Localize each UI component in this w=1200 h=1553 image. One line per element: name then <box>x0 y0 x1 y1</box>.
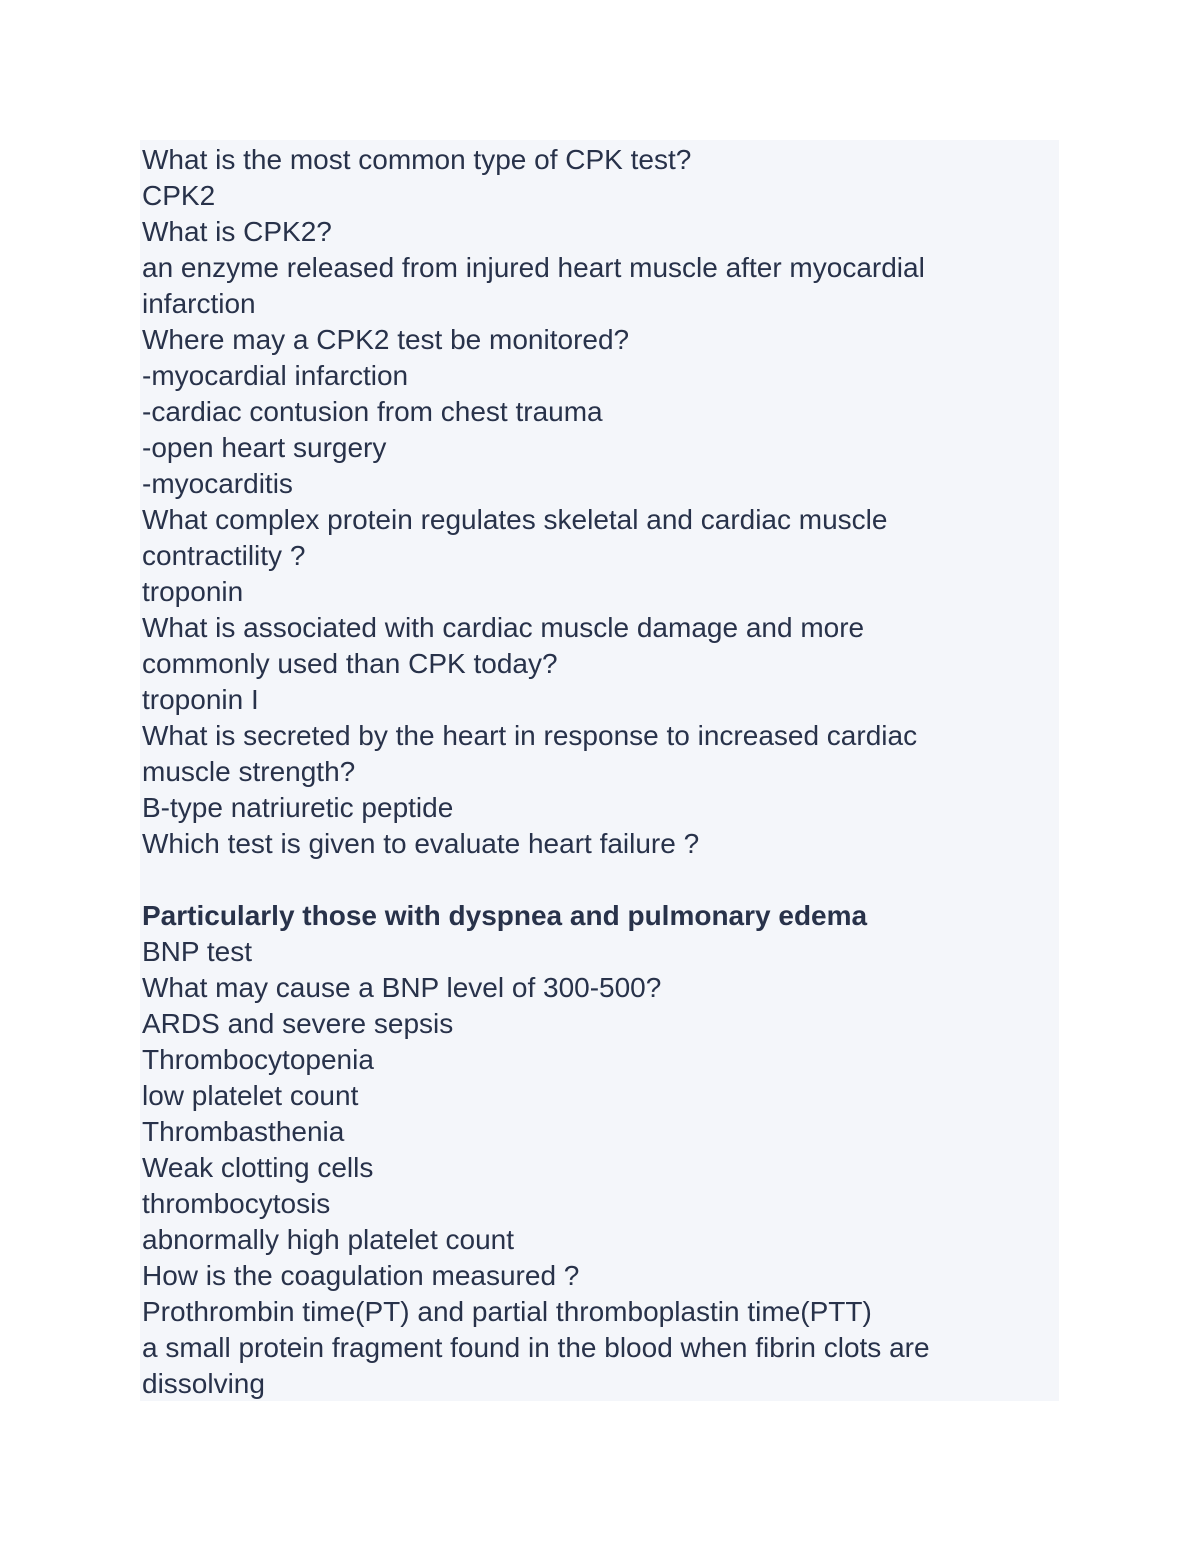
text-line: -cardiac contusion from chest trauma <box>142 396 603 427</box>
text-line: thrombocytosis <box>142 1188 331 1219</box>
text-line: -myocarditis <box>142 468 293 499</box>
text-line: Weak clotting cells <box>142 1152 374 1183</box>
text-line: infarction <box>142 288 256 319</box>
text-line: What may cause a BNP level of 300-500? <box>142 972 662 1003</box>
text-line: contractility ? <box>142 540 306 571</box>
bold-heading-line: Particularly those with dyspnea and pulmonary edema <box>142 900 868 931</box>
text-line: troponin I <box>142 684 259 715</box>
text-line: low platelet count <box>142 1080 359 1111</box>
text-line: B-type natriuretic peptide <box>142 792 454 823</box>
text-line: What is CPK2? <box>142 216 332 247</box>
text-line: a small protein fragment found in the blood when fibrin clots are <box>142 1332 930 1363</box>
text-line: What is secreted by the heart in response to increased cardiac <box>142 720 918 751</box>
text-line: ARDS and severe sepsis <box>142 1008 454 1039</box>
text-line: CPK2 <box>142 180 216 211</box>
text-line: BNP test <box>142 936 252 967</box>
text-line: an enzyme released from injured heart muscle after myocardial <box>142 252 925 283</box>
text-lines <box>142 142 1042 1402</box>
text-line: Thrombocytopenia <box>142 1044 374 1075</box>
text-line: Prothrombin time(PT) and partial thromboplastin time(PTT) <box>142 1296 872 1327</box>
text-line: -open heart surgery <box>142 432 387 463</box>
text-line: dissolving <box>142 1368 265 1399</box>
text-line: Which test is given to evaluate heart failure ? <box>142 828 700 859</box>
text-line: troponin <box>142 576 244 607</box>
blank-line <box>142 862 1042 898</box>
text-line: What complex protein regulates skeletal and cardiac muscle <box>142 504 888 535</box>
text-line: What is the most common type of CPK test? <box>142 144 692 175</box>
text-line: commonly used than CPK today? <box>142 648 558 679</box>
text-line: Where may a CPK2 test be monitored? <box>142 324 630 355</box>
text-line: -myocardial infarction <box>142 360 409 391</box>
text-line: Thrombasthenia <box>142 1116 345 1147</box>
text-line: abnormally high platelet count <box>142 1224 515 1255</box>
text-line: muscle strength? <box>142 756 356 787</box>
text-line: What is associated with cardiac muscle damage and more <box>142 612 865 643</box>
text-line: How is the coagulation measured ? <box>142 1260 580 1291</box>
